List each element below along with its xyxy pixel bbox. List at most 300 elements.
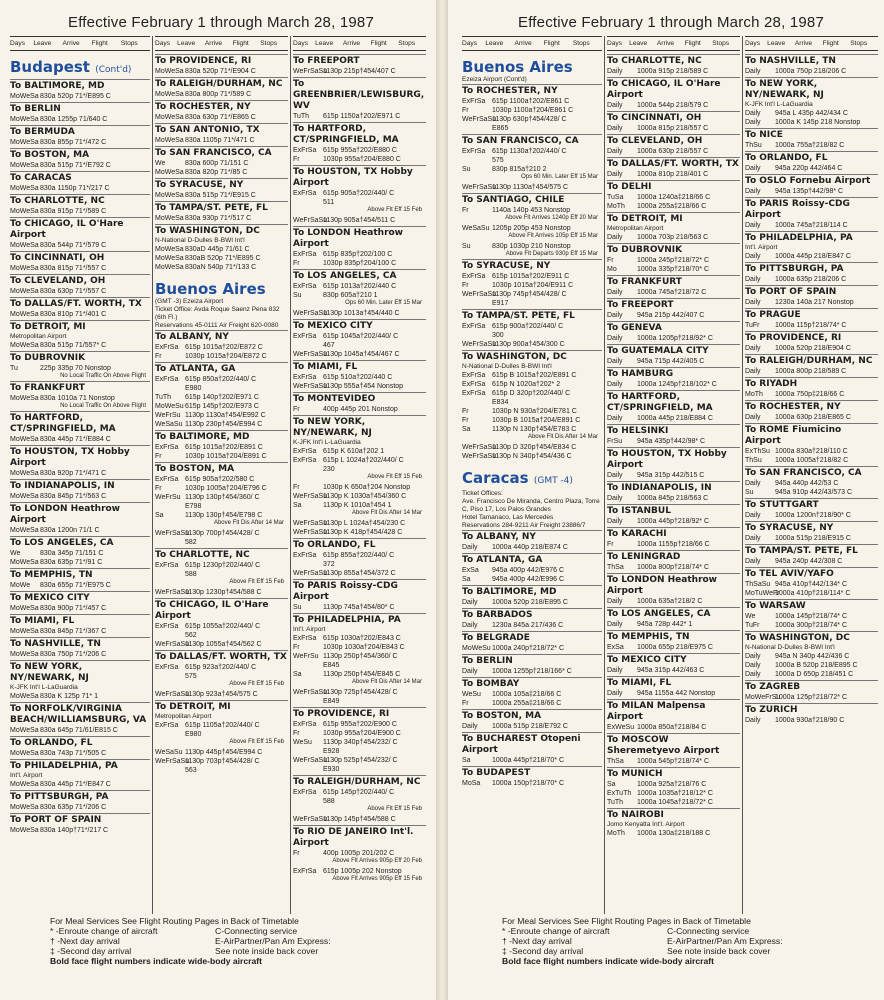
flight-days: ExFrSa bbox=[293, 147, 317, 154]
column-header-label: Days bbox=[745, 40, 761, 47]
flight-row bbox=[293, 250, 426, 259]
flight-details: 1000a 255a‡218/66 C bbox=[637, 203, 707, 210]
flight-days bbox=[462, 156, 492, 165]
flight-days: Fr bbox=[293, 484, 300, 491]
destination-block bbox=[462, 608, 602, 631]
footer-bold-note: Bold face flight numbers indicate wide-body aircraft bbox=[50, 956, 263, 966]
flight-row bbox=[293, 382, 426, 391]
flight-row bbox=[462, 722, 602, 731]
flight-details: 830a 855p 71*/472 C bbox=[40, 139, 107, 146]
flight-details: 615p K 610a†202 1 bbox=[323, 448, 385, 455]
destination-block bbox=[155, 201, 288, 224]
flight-details: 1130p 1045a†454/467 C bbox=[323, 351, 400, 358]
flight-row bbox=[155, 622, 288, 631]
flight-row bbox=[155, 393, 288, 402]
destination-name: To TAMPA/ST. PETE, FL bbox=[462, 311, 575, 321]
flight-days: MoWeSa bbox=[10, 342, 39, 349]
flight-details: 1030p 955a†204/E900 C bbox=[323, 730, 401, 737]
flight-details: 1000a 745a†218/114 C bbox=[775, 222, 848, 229]
destination-block bbox=[607, 298, 740, 321]
flight-details: 563 bbox=[185, 767, 197, 774]
column-header-label: Stops bbox=[850, 40, 868, 47]
flight-days: We bbox=[745, 613, 756, 620]
destination-name: To WASHINGTON, DC bbox=[155, 226, 260, 236]
flight-days: WeFrSaSu bbox=[462, 116, 497, 123]
flight-days: WeFrSaSu bbox=[293, 570, 328, 577]
destination-name: To RALEIGH/DURHAM, NC bbox=[745, 356, 873, 366]
destination-block bbox=[155, 528, 288, 548]
flight-row bbox=[10, 92, 150, 101]
flight-details: 1130p 905a†454/511 C bbox=[323, 217, 396, 224]
destination-name: To HAMBURG bbox=[607, 369, 674, 379]
flight-days: Daily bbox=[607, 381, 623, 388]
column-header-label: Flight bbox=[684, 40, 701, 47]
destination-block bbox=[607, 504, 740, 527]
destination-name: To DETROIT, MI bbox=[155, 702, 231, 712]
flight-days: WeFrSaSu bbox=[155, 691, 190, 698]
flight-row bbox=[607, 689, 740, 698]
flight-row bbox=[155, 191, 288, 200]
flight-details: 615p N 1020a†202* 2 bbox=[492, 381, 561, 388]
flight-days: Sa bbox=[462, 426, 471, 433]
destination-block bbox=[10, 445, 150, 479]
flight-details: 830p 605a†210 1 bbox=[323, 292, 378, 299]
destination-name: To MUNICH bbox=[607, 769, 663, 779]
flight-days bbox=[155, 730, 185, 739]
flight-row bbox=[293, 652, 426, 661]
destination-block bbox=[745, 377, 878, 400]
flight-days: Fr bbox=[155, 353, 162, 360]
destination-name: To SYRACUSE, NY bbox=[745, 523, 834, 533]
destination-name: To BUCHAREST Otopeni Airport bbox=[462, 734, 581, 755]
flight-details: 830a 445p 71*/E884 C bbox=[40, 436, 111, 443]
column-header-label: Stops bbox=[572, 40, 590, 47]
flight-details: 1130p L 1024a†454/230 C bbox=[323, 520, 406, 527]
flight-row bbox=[462, 115, 602, 124]
flight-days: WeFrSaSu bbox=[293, 529, 328, 536]
flight-details: 1130p 630p†454/428/ C bbox=[492, 116, 567, 123]
flight-row bbox=[10, 241, 150, 250]
flight-details: 1130p N 130p†454/E783 C bbox=[492, 426, 577, 433]
flight-details: 1130p 1130a†454/E992 C bbox=[185, 412, 266, 419]
flight-days: Daily bbox=[745, 414, 761, 421]
flight-days: MoWeSa bbox=[10, 162, 39, 169]
flight-row bbox=[293, 688, 426, 697]
column-header-label: Days bbox=[293, 40, 309, 47]
destination-name: To NICE bbox=[745, 130, 783, 140]
column-header-label: Stops bbox=[260, 40, 278, 47]
flight-days: Fr bbox=[293, 156, 300, 163]
flight-days: WeFrSaSu bbox=[462, 341, 497, 348]
origin-note: Ticket Office: Avda Roque Saenz Pena 832 (6th Fl.) bbox=[155, 306, 280, 321]
flight-details: 615p 1013a†202/440 C bbox=[323, 283, 397, 290]
flight-row bbox=[293, 350, 426, 359]
flight-row bbox=[155, 502, 288, 511]
destination-block bbox=[607, 367, 740, 390]
flight-days: Sa bbox=[607, 781, 616, 788]
flight-row bbox=[10, 726, 150, 735]
destination-name: To ALBANY, NY bbox=[155, 332, 229, 342]
flight-details: 1030p 835p†204/100 C bbox=[323, 260, 397, 267]
flight-details: 1130p 130p†454/360/ C bbox=[185, 494, 260, 501]
flight-row bbox=[745, 589, 878, 598]
destination-block bbox=[293, 613, 426, 687]
flight-details: 830a 915p 71*/589 C bbox=[40, 208, 107, 215]
destination-block bbox=[607, 630, 740, 653]
destination-block bbox=[10, 217, 150, 251]
flight-row bbox=[293, 738, 426, 747]
flight-row bbox=[293, 720, 426, 729]
destination-block bbox=[462, 677, 602, 709]
flight-row bbox=[745, 621, 878, 630]
column-header-label: Arrive bbox=[62, 40, 80, 47]
flight-details: 945a 410p†442/134* C bbox=[775, 581, 848, 588]
destination-block bbox=[293, 518, 426, 538]
flight-days: Fr bbox=[462, 282, 469, 289]
flight-details: 1030p 955a†204/E880 C bbox=[323, 156, 401, 163]
flight-days: MoWe bbox=[10, 582, 31, 589]
flight-days: WeFrSaSu bbox=[293, 816, 328, 823]
flight-row bbox=[745, 479, 878, 488]
destination-name: To MONTEVIDEO bbox=[293, 394, 376, 404]
legend-item: See note inside back cover bbox=[667, 946, 771, 956]
column-header-label: Leave bbox=[767, 40, 786, 47]
flight-days: TuFr bbox=[745, 622, 760, 629]
flight-row bbox=[293, 341, 426, 350]
flight-details: 830a 345p 71/151 C bbox=[40, 550, 104, 557]
destination-name: To LOS ANGELES, CA bbox=[293, 271, 397, 281]
flight-days: Sa bbox=[293, 671, 302, 678]
flight-details: 1000a 630p 218/E865 C bbox=[775, 414, 851, 421]
flight-days: Fr bbox=[155, 485, 162, 492]
flight-details: 1000a 800p†218/74* C bbox=[637, 564, 710, 571]
flight-row bbox=[155, 452, 288, 461]
flight-details: 1000a 130a‡218/188 C bbox=[637, 830, 711, 837]
flight-days: Fr bbox=[293, 850, 300, 857]
flight-details: 1130p 855a†454/372 C bbox=[323, 570, 396, 577]
schedule-column bbox=[742, 36, 880, 914]
flight-days bbox=[293, 465, 323, 474]
flight-details: E865 bbox=[492, 125, 509, 132]
flight-row bbox=[607, 471, 740, 480]
flight-row bbox=[462, 124, 602, 133]
flight-row bbox=[155, 529, 288, 538]
schedule-columns bbox=[10, 36, 432, 914]
destination-name: To MEXICO CITY bbox=[607, 655, 687, 665]
destination-block bbox=[462, 709, 602, 732]
flight-row bbox=[293, 634, 426, 643]
flight-details: 575 bbox=[492, 157, 504, 164]
destination-name: To ROME Fiumicino Airport bbox=[745, 425, 842, 446]
flight-row bbox=[293, 729, 426, 738]
column-header-label: Leave bbox=[629, 40, 648, 47]
flight-details: 300 bbox=[492, 332, 504, 339]
destination-block bbox=[10, 702, 150, 736]
flight-row bbox=[607, 540, 740, 549]
flight-row bbox=[462, 699, 602, 708]
destination-name: To SAN FRANCISCO, CA bbox=[745, 468, 862, 478]
destination-name: To MIAMI, FL bbox=[10, 616, 75, 626]
destination-name: To INDIANAPOLIS, IN bbox=[10, 481, 115, 491]
flight-days: Daily bbox=[745, 662, 761, 669]
flight-details: 1030p 1005a†204/E796 C bbox=[185, 485, 267, 492]
destination-block bbox=[745, 77, 878, 128]
flight-row bbox=[293, 465, 426, 474]
destination-name: To GREENBRIER/LEWISBURG, WV bbox=[293, 79, 425, 111]
flight-details: 230 bbox=[323, 466, 335, 473]
column-header bbox=[10, 36, 150, 51]
flight-details: 830a 743p 71*/505 C bbox=[40, 750, 107, 757]
destination-block bbox=[10, 660, 150, 702]
flight-details: 945a 315p 442/515 C bbox=[637, 472, 705, 479]
flight-days: ExFrSa bbox=[462, 381, 486, 388]
destination-name: To LOS ANGELES, CA bbox=[607, 609, 711, 619]
flight-days: Daily bbox=[607, 621, 623, 628]
flight-details: 830a 600p 71/151 C bbox=[185, 160, 249, 167]
flight-days: Daily bbox=[462, 668, 478, 675]
destination-block bbox=[293, 687, 426, 707]
destination-name: To DALLAS/FT. WORTH, TX bbox=[10, 299, 142, 309]
flight-row bbox=[10, 341, 150, 350]
origin-note: Hotel Tamanaco, Las Mercedes bbox=[462, 514, 554, 521]
flight-details: 1000a 810p 218/401 C bbox=[637, 171, 709, 178]
flight-details: 830p 1030p 210 Nonstop bbox=[492, 243, 571, 250]
flight-details: 582 bbox=[185, 539, 197, 546]
destination-block bbox=[293, 165, 426, 215]
flight-row bbox=[462, 598, 602, 607]
destination-block bbox=[293, 319, 426, 360]
flight-row bbox=[293, 155, 426, 164]
destination-name: To HOUSTON, TX Hobby Airport bbox=[10, 447, 130, 468]
flight-row bbox=[607, 517, 740, 526]
column-header bbox=[293, 36, 426, 51]
flight-details: 830a 1200n 71/1 C bbox=[40, 527, 100, 534]
flight-row bbox=[607, 124, 740, 133]
flight-row bbox=[745, 534, 878, 543]
flight-days: Daily bbox=[607, 234, 623, 241]
destination-block bbox=[155, 700, 288, 747]
flight-days: Daily bbox=[745, 188, 761, 195]
flight-details: 830a 815p 71*/557 C bbox=[40, 265, 107, 272]
flight-days: MoWeSa bbox=[155, 255, 184, 262]
flight-row bbox=[155, 672, 288, 681]
flight-details: 615p D 320p†202/440/ C bbox=[492, 390, 571, 397]
destination-name: To FRANKFURT bbox=[10, 383, 85, 393]
destination-name: To BOMBAY bbox=[462, 679, 520, 689]
destination-block bbox=[745, 308, 878, 331]
flight-details: 830a 645p 71/61/E815 C bbox=[40, 727, 118, 734]
flight-row bbox=[745, 612, 878, 621]
flight-days: ThSaSu bbox=[745, 581, 771, 588]
destination-block bbox=[155, 598, 288, 650]
flight-details: 1000a 915p 218/589 C bbox=[637, 68, 709, 75]
flight-details: 1000a 630p 218/557 C bbox=[637, 148, 709, 155]
flight-details: 830a 900p 71*/457 C bbox=[40, 605, 107, 612]
flight-row bbox=[607, 780, 740, 789]
flight-note: Above Flt Dis After 14 Mar bbox=[213, 520, 284, 526]
flight-row bbox=[462, 575, 602, 584]
flight-details: 1000a 445p 218/E884 C bbox=[637, 415, 713, 422]
flight-row bbox=[745, 321, 878, 330]
flight-details: 945a L 435p 442/434 C bbox=[775, 110, 848, 117]
flight-days bbox=[293, 797, 323, 806]
flight-days: MoWeSa bbox=[10, 527, 39, 534]
page-title: Effective February 1 through March 28, 1987 bbox=[68, 14, 374, 31]
flight-days: ExFrSa bbox=[155, 344, 179, 351]
flight-days: MoWeSa bbox=[10, 493, 39, 500]
flight-days: ExFrSa bbox=[293, 635, 317, 642]
flight-days: MoWeSa bbox=[10, 436, 39, 443]
flight-days: WeFrSaSu bbox=[293, 310, 328, 317]
flight-details: 1130p 745p†454/428/ C bbox=[492, 291, 567, 298]
flight-details: 615p 905a†202/580 C bbox=[185, 476, 255, 483]
flight-details: 1000a 845p 218/563 C bbox=[637, 495, 709, 502]
flight-row bbox=[293, 291, 426, 300]
flight-details: 1000a 445p 218/E847 C bbox=[775, 253, 851, 260]
flight-row bbox=[10, 803, 150, 812]
flight-note: Above Flt Dis After 14 Mar bbox=[351, 679, 422, 685]
flight-details: 400p 1005p 201/202 C bbox=[323, 850, 395, 857]
flight-days: MoWeSa bbox=[155, 114, 184, 121]
destination-block bbox=[293, 360, 426, 392]
flight-details: 945a 435p†442/98* C bbox=[637, 438, 706, 445]
destination-block bbox=[155, 54, 288, 77]
flight-details: 615p 145p†202/440/ C bbox=[323, 789, 395, 796]
flight-row bbox=[293, 282, 426, 291]
destination-name: To MEXICO CITY bbox=[293, 321, 373, 331]
column-header bbox=[155, 36, 288, 51]
flight-row bbox=[607, 829, 740, 838]
flight-row bbox=[155, 640, 288, 649]
flight-days: Fr bbox=[155, 453, 162, 460]
flight-row bbox=[462, 183, 602, 192]
flight-details: 615p 1045a†202/440/ C bbox=[323, 333, 399, 340]
flight-row bbox=[10, 692, 150, 701]
flight-row bbox=[462, 281, 602, 290]
flight-row bbox=[745, 390, 878, 399]
flight-row bbox=[607, 288, 740, 297]
flight-row bbox=[607, 311, 740, 320]
flight-row bbox=[155, 511, 288, 520]
flight-row bbox=[10, 650, 150, 659]
destination-block bbox=[607, 111, 740, 134]
flight-days: ExSa bbox=[462, 567, 479, 574]
flight-row bbox=[293, 797, 426, 806]
flight-details: 1130p 1230p†454/588 C bbox=[185, 589, 262, 596]
flight-details: 615p 835p†202/100 C bbox=[323, 251, 393, 258]
flight-details: 830a 655p 71*/E975 C bbox=[40, 582, 111, 589]
flight-row bbox=[10, 184, 150, 193]
destination-block bbox=[10, 320, 150, 351]
flight-details: 830a 630p 71*/557 C bbox=[40, 288, 107, 295]
flight-row bbox=[607, 202, 740, 211]
flight-row bbox=[462, 340, 602, 349]
destination-block bbox=[155, 362, 288, 430]
flight-details: 615p 905a†202/440/ C bbox=[323, 190, 395, 197]
flight-days: ExFrSa bbox=[293, 721, 317, 728]
flight-details: 1130p 130p†454/E798 C bbox=[185, 512, 263, 519]
flight-days bbox=[462, 398, 492, 407]
flight-days: Daily bbox=[462, 622, 478, 629]
flight-details: 575 bbox=[185, 673, 197, 680]
flight-details: 615p 1150a†202/E971 C bbox=[323, 113, 401, 120]
flight-days: MoTh bbox=[607, 830, 625, 837]
flight-row bbox=[155, 561, 288, 570]
destination-block bbox=[607, 134, 740, 157]
destination-block bbox=[607, 243, 740, 275]
flight-details: 830a 920p 71*/471 C bbox=[40, 470, 107, 477]
destination-block bbox=[155, 689, 288, 700]
flight-days: Sa bbox=[462, 757, 471, 764]
flight-days bbox=[155, 766, 185, 775]
flight-details: 1000a 1005a†218/82 C bbox=[775, 457, 849, 464]
flight-row bbox=[607, 357, 740, 366]
flight-details: 615p 1130a†202/440/ C bbox=[492, 148, 567, 155]
flight-details: 830a 515p 71/557* C bbox=[40, 342, 107, 349]
flight-row bbox=[607, 620, 740, 629]
flight-row bbox=[293, 661, 426, 670]
flight-details: 830a 820p 71*/85 C bbox=[185, 169, 248, 176]
flight-days: Daily bbox=[607, 102, 623, 109]
flight-details: 615p 1105a†202/440/ C bbox=[185, 722, 260, 729]
flight-details: 615p 1055a†202/440/ C bbox=[185, 623, 261, 630]
flight-details: 830a 845p 71*/367 C bbox=[40, 628, 107, 635]
destination-block bbox=[607, 344, 740, 367]
destination-block bbox=[10, 148, 150, 171]
flight-days bbox=[155, 570, 185, 579]
flight-row bbox=[462, 380, 602, 389]
destination-block bbox=[10, 125, 150, 148]
flight-days: MoWeSa bbox=[10, 693, 39, 700]
flight-days: Daily bbox=[745, 653, 761, 660]
flight-row bbox=[293, 551, 426, 560]
flight-row bbox=[462, 621, 602, 630]
destination-name: To ALBANY, NY bbox=[462, 532, 536, 542]
flight-details: 1000a 1035a†218/12* C bbox=[637, 790, 713, 797]
flight-details: 615p 510a†202/440 C bbox=[323, 374, 393, 381]
flight-days: Tu bbox=[10, 365, 18, 372]
destination-block bbox=[10, 274, 150, 297]
flight-details: 1130p 1013a†454/440 C bbox=[323, 310, 400, 317]
flight-details: 1000a 125p†218/72* C bbox=[775, 694, 848, 701]
legend-item: C-Connecting service bbox=[667, 926, 750, 936]
destination-name: To NASHVILLE, TN bbox=[10, 639, 101, 649]
destination-name: To MIAMI, FL bbox=[293, 362, 358, 372]
flight-row bbox=[745, 488, 878, 497]
destination-block bbox=[10, 194, 150, 217]
destination-block bbox=[745, 151, 878, 174]
destination-block bbox=[607, 54, 740, 77]
flight-details: 945a 240p 442/308 C bbox=[775, 558, 843, 565]
destination-name: To MEMPHIS, TN bbox=[10, 570, 93, 580]
flight-days: ExFrSa bbox=[155, 562, 179, 569]
flight-row bbox=[155, 352, 288, 361]
flight-days: MoWeSu bbox=[155, 403, 184, 410]
flight-days: MoWeSa bbox=[10, 605, 39, 612]
destination-block bbox=[293, 814, 426, 825]
destination-name: To DUBROVNIK bbox=[10, 353, 86, 363]
destination-name: To PARIS Roissy-CDG Airport bbox=[293, 581, 398, 602]
destination-block bbox=[293, 825, 426, 866]
destination-name: To ROCHESTER, NY bbox=[745, 402, 841, 412]
destination-name: To WASHINGTON, DC bbox=[745, 633, 850, 643]
flight-row bbox=[293, 519, 426, 528]
flight-days: Daily bbox=[607, 335, 623, 342]
destination-name: To HELSINKI bbox=[607, 426, 669, 436]
flight-row bbox=[462, 106, 602, 115]
flight-details: 1000a 545p†218/74* C bbox=[637, 758, 710, 765]
flight-details: 1130p 145p†454/588 C bbox=[323, 816, 396, 823]
